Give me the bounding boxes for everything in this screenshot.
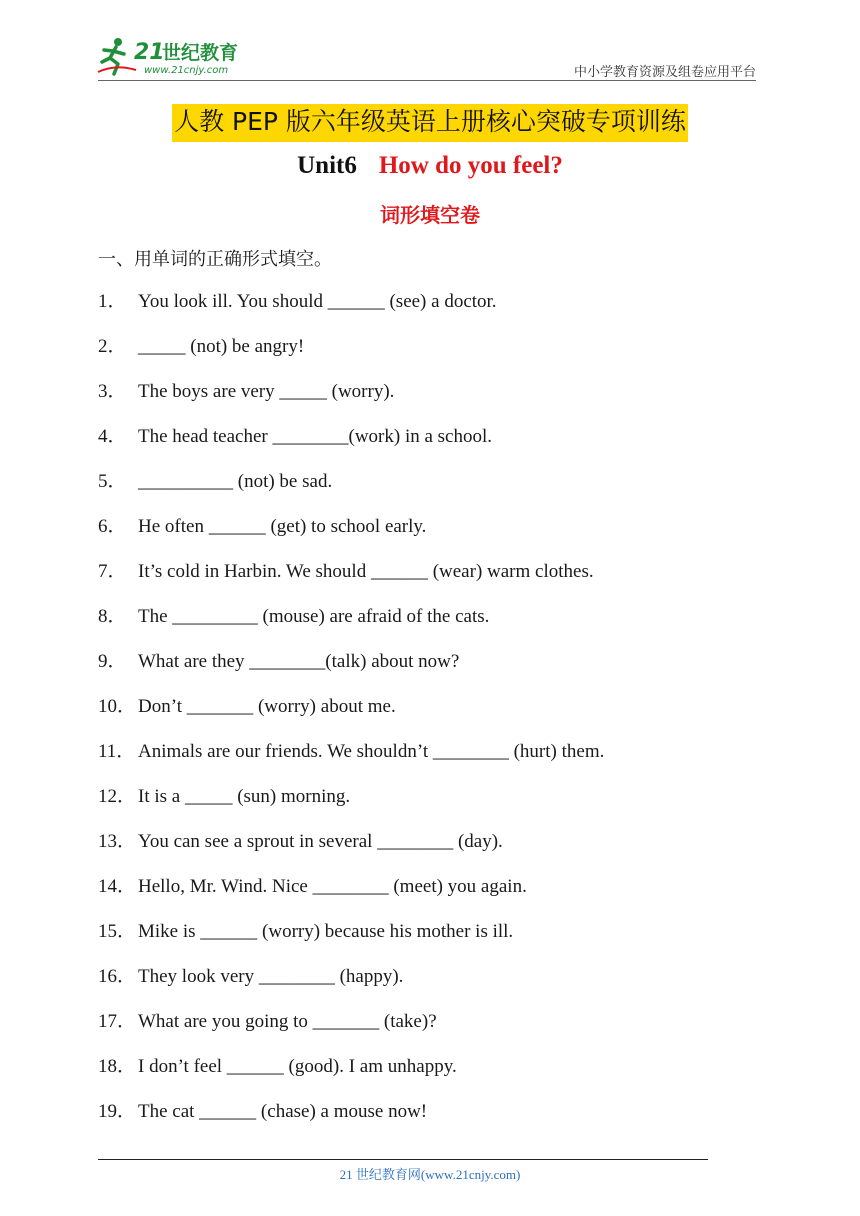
- question-number: 8．: [98, 606, 127, 627]
- question-item: [98, 869, 758, 914]
- question-item: [98, 284, 758, 329]
- platform-label: 中小学教育资源及组卷应用平台: [573, 65, 756, 80]
- question-item: [98, 734, 758, 779]
- question-item: [98, 824, 758, 869]
- question-number: 10．: [98, 696, 137, 717]
- question-number: 5．: [98, 471, 127, 492]
- footer-link[interactable]: 21 世纪教育网(www.21cnjy.com): [339, 1167, 521, 1182]
- question-item: [98, 644, 758, 689]
- question-number: 6．: [98, 516, 127, 537]
- unit-topic: How do you feel?: [378, 152, 563, 179]
- question-number: 19．: [98, 1101, 137, 1122]
- question-text: The _________ (mouse) are afraid of the cats.: [138, 606, 490, 627]
- question-item: [98, 779, 758, 824]
- question-item: [98, 959, 758, 1004]
- unit-heading: [0, 152, 860, 180]
- question-number: 9．: [98, 651, 127, 672]
- question-item: [98, 419, 758, 464]
- question-text: You look ill. You should ______ (see) a doctor.: [138, 291, 497, 312]
- question-text: They look very ________ (happy).: [138, 966, 404, 987]
- question-number: 3．: [98, 381, 127, 402]
- brand-logo: [96, 34, 266, 78]
- footer-divider: [98, 1159, 708, 1160]
- question-text: Don’t _______ (worry) about me.: [138, 696, 396, 717]
- question-number: 17．: [98, 1011, 137, 1032]
- question-text: _____ (not) be angry!: [138, 336, 305, 357]
- question-text: You can see a sprout in several ________ (day).: [138, 831, 503, 852]
- question-text: Mike is ______ (worry) because his mother is ill.: [138, 921, 514, 942]
- question-list: [98, 284, 758, 1139]
- question-text: Animals are our friends. We shouldn’t ________ (hurt) them.: [138, 741, 605, 762]
- question-item: [98, 1049, 758, 1094]
- svg-text:21: 21: [134, 40, 165, 65]
- unit-number: Unit6: [297, 152, 357, 179]
- logo-url: www.21cnjy.com: [144, 65, 229, 76]
- question-number: 15．: [98, 921, 137, 942]
- question-item: [98, 599, 758, 644]
- question-number: 1．: [98, 291, 127, 312]
- question-text: I don’t feel ______ (good). I am unhappy.: [138, 1056, 457, 1077]
- question-number: 16．: [98, 966, 137, 987]
- question-text: What are you going to _______ (take)?: [138, 1011, 437, 1032]
- question-number: 13．: [98, 831, 137, 852]
- question-item: [98, 329, 758, 374]
- question-number: 7．: [98, 561, 127, 582]
- question-text: He often ______ (get) to school early.: [138, 516, 427, 537]
- question-item: [98, 464, 758, 509]
- question-text: The boys are very _____ (worry).: [138, 381, 395, 402]
- question-number: 12．: [98, 786, 137, 807]
- question-item: [98, 1094, 758, 1139]
- question-number: 4．: [98, 426, 127, 447]
- question-item: [98, 914, 758, 959]
- header-divider: [98, 80, 756, 81]
- question-text: The cat ______ (chase) a mouse now!: [138, 1101, 428, 1122]
- question-item: [98, 509, 758, 554]
- question-number: 2．: [98, 336, 127, 357]
- question-text: It is a _____ (sun) morning.: [138, 786, 351, 807]
- question-number: 18．: [98, 1056, 137, 1077]
- section-heading: 一、用单词的正确形式填空。: [98, 249, 332, 270]
- question-text: What are they ________(talk) about now?: [138, 651, 460, 672]
- question-item: [98, 689, 758, 734]
- logo-text: 世纪教育: [162, 42, 239, 64]
- question-text: Hello, Mr. Wind. Nice ________ (meet) you again.: [138, 876, 527, 897]
- question-number: 11．: [98, 741, 136, 762]
- question-item: [98, 554, 758, 599]
- worksheet-title: 人教 PEP 版六年级英语上册核心突破专项训练: [172, 104, 688, 142]
- question-text: The head teacher ________(work) in a school.: [138, 426, 493, 447]
- question-item: [98, 1004, 758, 1049]
- sheet-type: 词形填空卷: [380, 203, 480, 227]
- question-number: 14．: [98, 876, 137, 897]
- question-text: __________ (not) be sad.: [138, 471, 333, 492]
- question-item: [98, 374, 758, 419]
- question-text: It’s cold in Harbin. We should ______ (wear) warm clothes.: [138, 561, 594, 582]
